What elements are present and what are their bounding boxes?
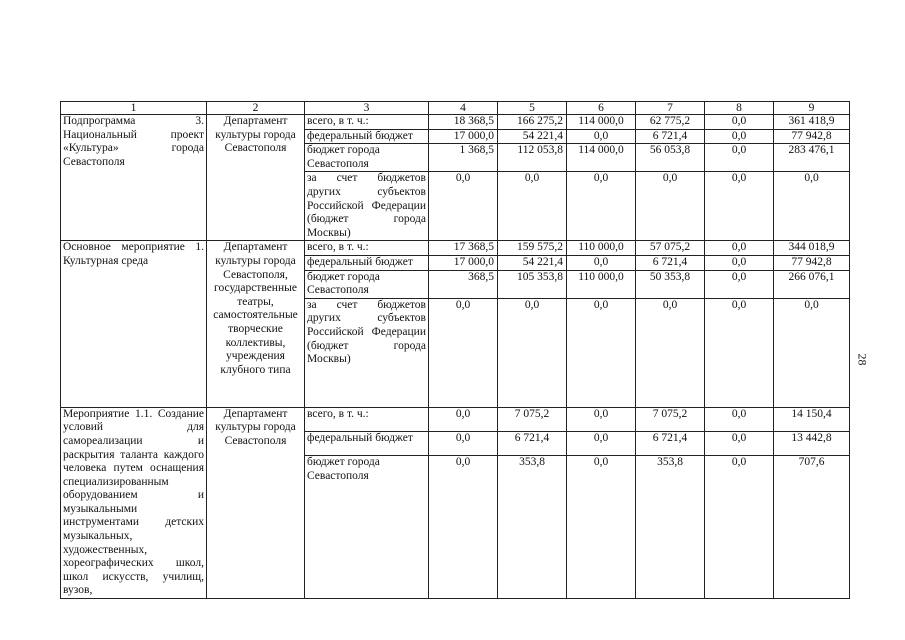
value-cell: 0,0 bbox=[705, 298, 774, 407]
value-cell: 0,0 bbox=[429, 298, 498, 407]
header-cell: 4 bbox=[429, 102, 498, 115]
value-cell: 13 442,8 bbox=[774, 431, 850, 455]
value-cell: 0,0 bbox=[567, 407, 636, 431]
value-cell: 1 368,5 bbox=[429, 144, 498, 172]
value-cell: 6 721,4 bbox=[498, 431, 567, 455]
value-cell: 6 721,4 bbox=[636, 431, 705, 455]
department: Департамент культуры города Севастополя, государственные театры, самостоятельные творческие коллективы, учреждения клубного типа bbox=[207, 241, 305, 407]
value-cell: 0,0 bbox=[429, 431, 498, 455]
value-cell: 707,6 bbox=[774, 456, 850, 599]
value-cell: 77 942,8 bbox=[774, 129, 850, 144]
value-cell: 77 942,8 bbox=[774, 255, 850, 270]
value-cell: 353,8 bbox=[498, 456, 567, 599]
value-cell: 105 353,8 bbox=[498, 270, 567, 298]
value-cell: 17 368,5 bbox=[429, 241, 498, 256]
value-cell: 0,0 bbox=[567, 172, 636, 241]
value-cell: 57 075,2 bbox=[636, 241, 705, 256]
funding-source: бюджет города Севастополя bbox=[305, 270, 429, 298]
department: Департамент культуры города Севастополя bbox=[207, 115, 305, 241]
department: Департамент культуры города Севастополя bbox=[207, 407, 305, 598]
value-cell: 0,0 bbox=[429, 172, 498, 241]
value-cell: 0,0 bbox=[498, 172, 567, 241]
funding-source: за счет бюджетов других субъектов Российской Федерации (бюджет города Москвы) bbox=[305, 298, 429, 407]
value-cell: 50 353,8 bbox=[636, 270, 705, 298]
value-cell: 0,0 bbox=[498, 298, 567, 407]
value-cell: 0,0 bbox=[567, 456, 636, 599]
value-cell: 0,0 bbox=[705, 172, 774, 241]
value-cell: 361 418,9 bbox=[774, 115, 850, 130]
value-cell: 368,5 bbox=[429, 270, 498, 298]
value-cell: 54 221,4 bbox=[498, 255, 567, 270]
value-cell: 110 000,0 bbox=[567, 241, 636, 256]
value-cell: 0,0 bbox=[705, 456, 774, 599]
header-row bbox=[61, 102, 850, 115]
value-cell: 0,0 bbox=[636, 298, 705, 407]
value-cell: 6 721,4 bbox=[636, 129, 705, 144]
value-cell: 18 368,5 bbox=[429, 115, 498, 130]
funding-source: всего, в т. ч.: bbox=[305, 241, 429, 256]
value-cell: 110 000,0 bbox=[567, 270, 636, 298]
header-cell: 5 bbox=[498, 102, 567, 115]
value-cell: 283 476,1 bbox=[774, 144, 850, 172]
value-cell: 159 575,2 bbox=[498, 241, 567, 256]
value-cell: 17 000,0 bbox=[429, 255, 498, 270]
value-cell: 17 000,0 bbox=[429, 129, 498, 144]
value-cell: 0,0 bbox=[705, 241, 774, 256]
header-cell: 8 bbox=[705, 102, 774, 115]
funding-source: бюджет города Севастополя bbox=[305, 144, 429, 172]
program-name: Подпрограмма 3. Национальный проект «Культура» города Севастополя bbox=[61, 115, 207, 241]
value-cell: 56 053,8 bbox=[636, 144, 705, 172]
value-cell: 0,0 bbox=[705, 255, 774, 270]
value-cell: 0,0 bbox=[705, 144, 774, 172]
value-cell: 0,0 bbox=[567, 298, 636, 407]
budget-table bbox=[60, 101, 850, 599]
funding-source: всего, в т. ч.: bbox=[305, 115, 429, 130]
value-cell: 0,0 bbox=[567, 431, 636, 455]
value-cell: 0,0 bbox=[567, 255, 636, 270]
page-number: 28 bbox=[855, 353, 870, 366]
funding-source: за счет бюджетов других субъектов Российской Федерации (бюджет города Москвы) bbox=[305, 172, 429, 241]
value-cell: 7 075,2 bbox=[498, 407, 567, 431]
value-cell: 0,0 bbox=[429, 407, 498, 431]
funding-source: бюджет города Севастополя bbox=[305, 456, 429, 599]
funding-source: федеральный бюджет bbox=[305, 255, 429, 270]
value-cell: 14 150,4 bbox=[774, 407, 850, 431]
funding-source: федеральный бюджет bbox=[305, 129, 429, 144]
value-cell: 7 075,2 bbox=[636, 407, 705, 431]
value-cell: 0,0 bbox=[705, 115, 774, 130]
value-cell: 0,0 bbox=[705, 129, 774, 144]
value-cell: 6 721,4 bbox=[636, 255, 705, 270]
value-cell: 0,0 bbox=[705, 270, 774, 298]
funding-source: федеральный бюджет bbox=[305, 431, 429, 455]
value-cell: 0,0 bbox=[705, 407, 774, 431]
header-cell: 6 bbox=[567, 102, 636, 115]
value-cell: 0,0 bbox=[429, 456, 498, 599]
header-cell: 1 bbox=[61, 102, 207, 115]
value-cell: 266 076,1 bbox=[774, 270, 850, 298]
value-cell: 344 018,9 bbox=[774, 241, 850, 256]
header-cell: 9 bbox=[774, 102, 850, 115]
value-cell: 0,0 bbox=[774, 298, 850, 407]
value-cell: 62 775,2 bbox=[636, 115, 705, 130]
table-row bbox=[61, 407, 850, 431]
value-cell: 112 053,8 bbox=[498, 144, 567, 172]
value-cell: 0,0 bbox=[567, 129, 636, 144]
program-name: Основное мероприятие 1. Культурная среда bbox=[61, 241, 207, 407]
header-cell: 2 bbox=[207, 102, 305, 115]
value-cell: 114 000,0 bbox=[567, 115, 636, 130]
table-row bbox=[61, 115, 850, 130]
table-row bbox=[61, 241, 850, 256]
header-cell: 3 bbox=[305, 102, 429, 115]
funding-source: всего, в т. ч.: bbox=[305, 407, 429, 431]
header-cell: 7 bbox=[636, 102, 705, 115]
value-cell: 353,8 bbox=[636, 456, 705, 599]
value-cell: 54 221,4 bbox=[498, 129, 567, 144]
value-cell: 166 275,2 bbox=[498, 115, 567, 130]
value-cell: 0,0 bbox=[636, 172, 705, 241]
value-cell: 0,0 bbox=[705, 431, 774, 455]
value-cell: 0,0 bbox=[774, 172, 850, 241]
program-name: Мероприятие 1.1. Создание условий для самореализации и раскрытия таланта каждого человека путем оснащения специализированным оборудованием и музыкальными инструментами детских музыкальных, художественных, хореографических школ, школ искусств, училищ, вузов, bbox=[61, 407, 207, 598]
value-cell: 114 000,0 bbox=[567, 144, 636, 172]
